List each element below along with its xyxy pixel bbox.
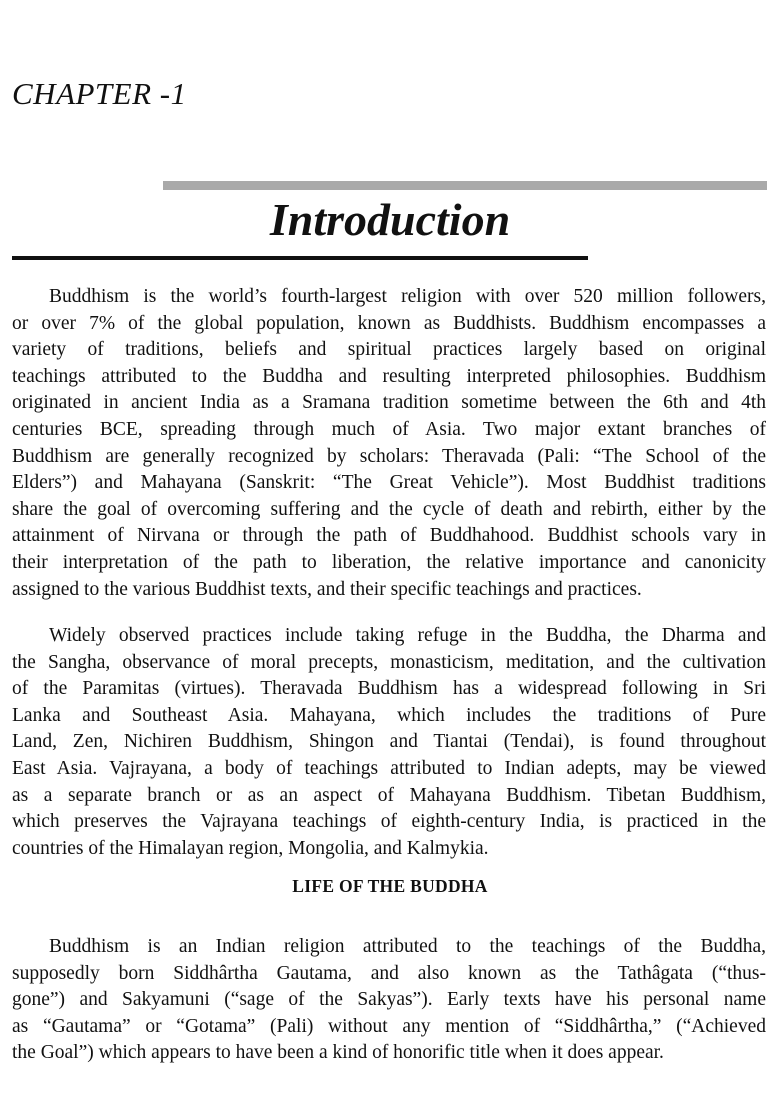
text-line: originated in ancient India as a Sramana tradition sometime between the 6th and 4th (12, 392, 766, 414)
text-line: supposedly born Siddhârtha Gautama, and also known as the Tathâgata (“thus- (12, 962, 766, 984)
text-line: the Goal”) which appears to have been a kind of honorific title when it does appear. (12, 1042, 664, 1064)
text-line: gone”) and Sakyamuni (“sage of the Sakyas”). Early texts have his personal name (12, 989, 766, 1011)
paragraph-3 (12, 934, 766, 1067)
text-line: East Asia. Vajrayana, a body of teachings attributed to Indian adepts, may be viewed (12, 757, 766, 779)
text-line: of the Paramitas (virtues). Theravada Buddhism has a widespread following in Sri (12, 678, 766, 700)
text-line: the Sangha, observance of moral precepts, monasticism, meditation, and the cultivation (12, 651, 766, 673)
section-heading: LIFE OF THE BUDDHA (292, 876, 488, 896)
text-line: Lanka and Southeast Asia. Mahayana, which includes the traditions of Pure (12, 704, 766, 726)
text-line: Buddhism are generally recognized by scholars: Theravada (Pali: “The School of the (12, 445, 766, 467)
text-line: attainment of Nirvana or through the path of Buddhahood. Buddhist schools vary in (12, 525, 766, 547)
chapter-label: CHAPTER -1 (12, 76, 187, 111)
text-line: or over 7% of the global population, known as Buddhists. Buddhism encompasses a (12, 312, 766, 334)
text-line: which preserves the Vajrayana teachings of eighth-century India, is practiced in the (12, 811, 766, 833)
paragraph-2 (12, 623, 766, 862)
text-line: their interpretation of the path to liberation, the relative importance and canonicity (12, 551, 766, 573)
text-line: Widely observed practices include taking refuge in the Buddha, the Dharma and (49, 625, 766, 646)
title-underline (12, 256, 588, 260)
text-line: centuries BCE, spreading through much of Asia. Two major extant branches of (12, 418, 766, 440)
text-line: Land, Zen, Nichiren Buddhism, Shingon and Tiantai (Tendai), is found throughout (12, 731, 766, 753)
text-line: Buddhism is an Indian religion attributed to the teachings of the Buddha, (49, 936, 766, 957)
text-line: as “Gautama” or “Gotama” (Pali) without any mention of “Siddhârtha,” (“Achieved (12, 1015, 766, 1037)
text-line: variety of traditions, beliefs and spiritual practices largely based on original (12, 339, 766, 361)
decorative-gray-rule (163, 181, 767, 190)
text-line: countries of the Himalayan region, Mongolia, and Kalmykia. (12, 837, 489, 859)
text-line: share the goal of overcoming suffering and the cycle of death and rebirth, either by the (12, 498, 766, 520)
text-line: Buddhism is the world’s fourth-largest religion with over 520 million followers, (49, 286, 766, 307)
paragraph-1 (12, 284, 766, 603)
text-line: assigned to the various Buddhist texts, and their specific teachings and practices. (12, 578, 642, 600)
text-line: teachings attributed to the Buddha and resulting interpreted philosophies. Buddhism (12, 365, 766, 387)
text-line: Elders”) and Mahayana (Sanskrit: “The Great Vehicle”). Most Buddhist traditions (12, 472, 766, 494)
chapter-title: Introduction (269, 194, 511, 245)
text-line: as a separate branch or as an aspect of Mahayana Buddhism. Tibetan Buddhism, (12, 784, 766, 806)
